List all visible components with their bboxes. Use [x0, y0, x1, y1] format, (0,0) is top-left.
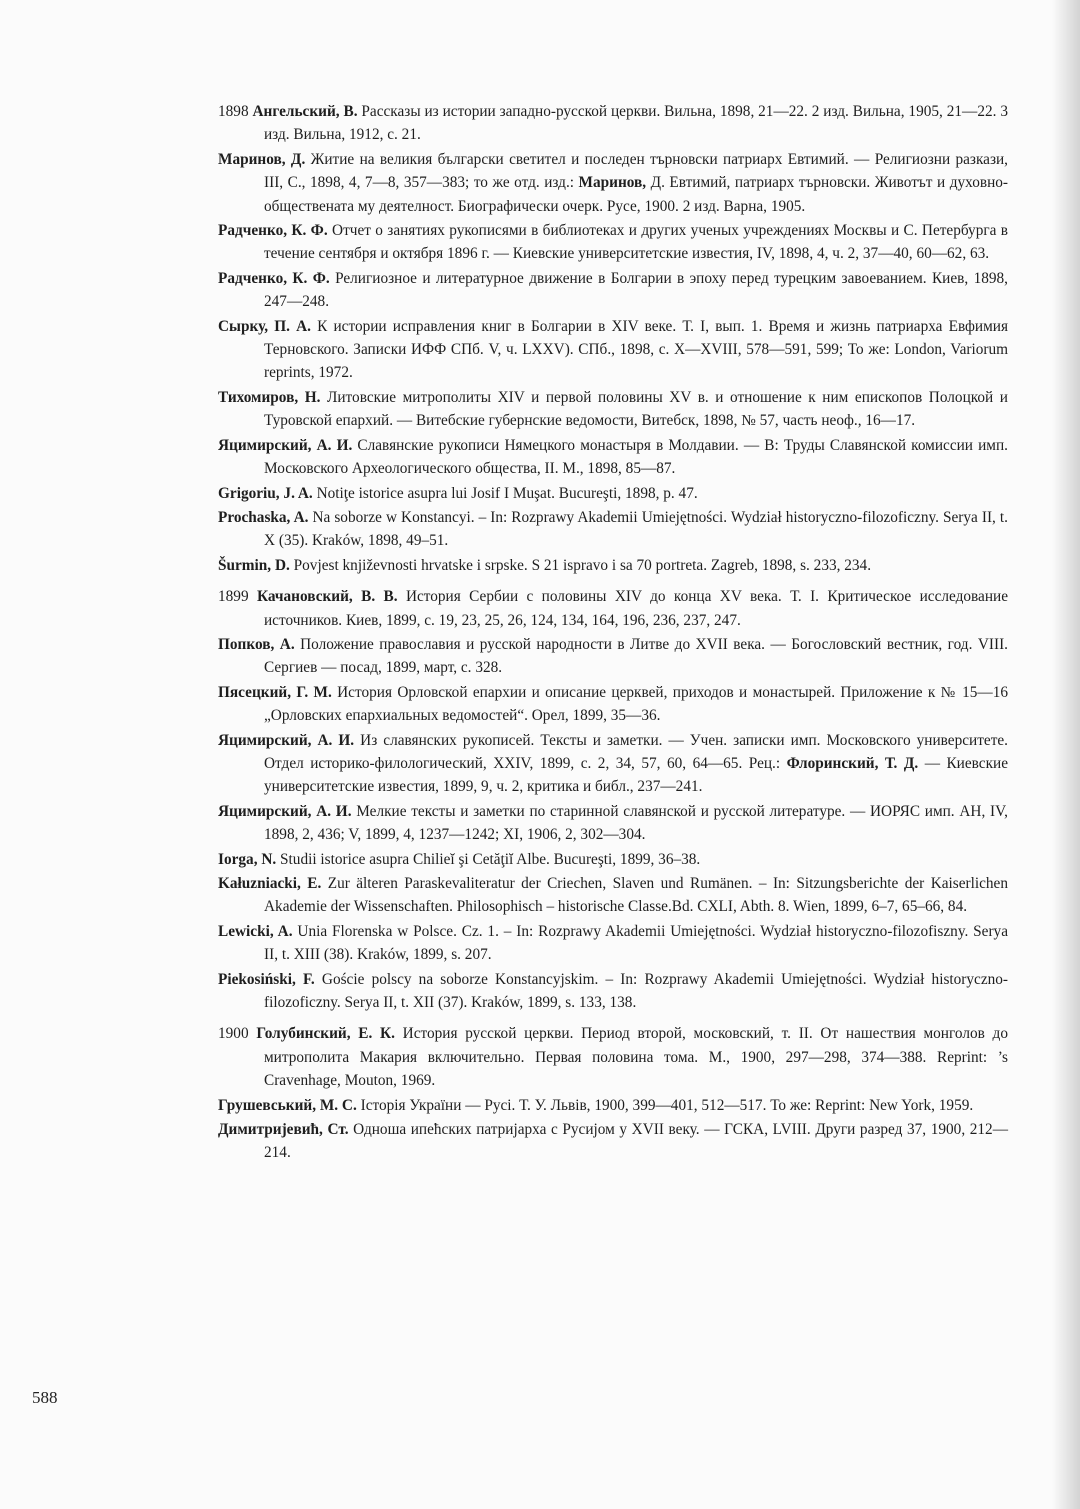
entry-author: Радченко, К. Ф. [218, 222, 328, 240]
entry-year: 1899 [218, 588, 249, 606]
bibliography-entry [218, 585, 1008, 632]
entry-author: Голубинский, Е. К. [256, 1025, 395, 1043]
entry-author: Kałuzniacki, E. [218, 875, 322, 892]
entry-year: 1900 [218, 1025, 249, 1043]
entry-text: Goście polscy na soborze Konstancyjskim. – In: Rozprawy Akademii Umiejętności. Wydział historyczno-filozoficzny. Serya II, t. XII (37). Kraków, 1899, s. 133, 138. [264, 970, 1009, 1012]
entry-text: Литовские митрополиты XIV и первой половины XV в. и отношение к ним епископов Полоцкой и Туровской епархий. — Витебские губернские ведомости, Витебск, 1898, № 57, часть неоф., 16—17. [264, 388, 1008, 430]
entry-author: Димитријевић, Ст. [218, 1121, 349, 1139]
bibliography-entry [218, 315, 1008, 385]
entry-text-continued: Д. Евтимий, патриарх търновски. Животът и духовно-обществената му деятелност. Биографически очерк. Русе, 1900. 2 изд. Варна, 1905. [264, 174, 1008, 215]
entry-text: Религиозное и литературное движение в Болгарии в эпоху перед турецким завоеванием. Киев, 1898, 247—248. [264, 269, 1008, 311]
page-spine-shadow [1052, 0, 1080, 1509]
entry-text: Отчет о занятиях рукописями в библиотеках и других ученых учреждениях Москвы и С. Петербурга в течение сентября и октября 1896 г. — Киевские университетские известия, IV, 1898, 4, ч. 2, 37—40, 60—62, 63. [264, 222, 1008, 263]
entry-text: Житие на великия български светител и последен търновски патриарх Евтимий. — Религиозни разкази, III, С., 1898, 4, 7—8, 357—383; то же отд. изд.: [264, 150, 1009, 192]
bibliography-list [218, 100, 1008, 1166]
entry-author: Яцимирский, А. И. [218, 436, 353, 454]
entry-text: Na soborze w Konstancyi. – In: Rozprawy Akademii Umiejętności. Wydział historyczno-filozoficzny. Serya II, t. X (35). Kraków, 1898, 49–51. [264, 508, 1008, 550]
entry-text: Славянские рукописи Нямецкого монастыря в Молдавии. — В: Труды Славянской комиссии имп. Московского Археологического общества, II. М., 1898, 85—87. [264, 436, 1008, 478]
entry-author: Тихомиров, Н. [218, 388, 321, 406]
entry-author: Пясецкий, Г. М. [218, 683, 332, 701]
entry-author: Piekosiński, F. [218, 970, 315, 988]
bibliography-entry [218, 219, 1008, 266]
entry-text: Zur älteren Paraskevaliteratur der Criechen, Slaven und Rumänen. – In: Sitzungsberichte der Kaiserlichen Akademie der Wissenschaften. Philosophisch – historische Classe.Bd. CXLI, Abth. 8. Wien, 1899, 6–7, 65–66, 84. [264, 875, 1008, 916]
entry-author: Сырку, П. А. [218, 317, 311, 335]
entry-author: Яцимирский, А. И. [218, 731, 355, 749]
entry-author: Грушевський, М. С. [218, 1096, 357, 1114]
bibliography-entry [218, 633, 1008, 680]
entry-author-secondary: Флоринский, Т. Д. [786, 754, 919, 772]
entry-text: Рассказы из истории западно-русской церкви. Вильна, 1898, 21—22. 2 изд. Вильна, 1905, 21—22. 3 изд. Вильна, 1912, с. 21. [264, 103, 1008, 144]
entry-text-continued: — Киевские университетские известия, 1899, 9, ч. 2, критика и библ., 237—241. [264, 754, 1008, 796]
bibliography-entry [218, 1022, 1008, 1092]
entry-text: История русской церкви. Период второй, московский, т. II. От нашествия монголов до митрополита Макария включительно. Первая половина тома. М., 1900, 297—298, 374—388. Reprint: ’s Cravenhage, Mouton, 1969. [264, 1025, 1008, 1090]
bibliography-entry [218, 434, 1008, 481]
entry-author-secondary: Маринов, [578, 174, 647, 192]
entry-text: История Сербии с половины XIV до конца XV века. Т. I. Критическое исследование источников. Киев, 1899, с. 19, 23, 25, 26, 124, 134, 164, 196, 236, 237, 247. [264, 588, 1008, 629]
entry-author: Радченко, К. Ф. [218, 269, 330, 287]
bibliography-entry [218, 267, 1008, 314]
entry-text: Одноша ипеħских патријарха с Русијом у XVII веку. — ГСКА, LVIII. Други разред 37, 1900, 212—214. [264, 1121, 1008, 1162]
entry-text: Положение православия и русской народности в Литве до XVII века. — Богословский вестник, год. VIII. Сергиев — посад, 1899, март, с. 328. [264, 635, 1008, 677]
entry-author: Маринов, Д. [218, 150, 306, 168]
entry-author: Попков, А. [218, 635, 295, 653]
bibliography-entry [218, 1118, 1008, 1165]
entry-text: Unia Florenska w Polsce. Cz. 1. – In: Rozprawy Akademii Umiejętności. Wydział historyczno-filozofiszny. Serya II, t. XIII (38). Kraków, 1899, s. 207. [264, 922, 1008, 964]
entry-author: Яцимирский, А. И. [218, 802, 352, 820]
entry-text: Історія України — Русі. Т. У. Львів, 1900, 399—401, 512—517. То же: Reprint: New York, 1959. [356, 1096, 974, 1114]
bibliography-entry [218, 506, 1008, 553]
entry-author: Iorga, N. [218, 850, 277, 868]
bibliography-entry [218, 800, 1008, 847]
entry-text: К истории исправления книг в Болгарии в XIV веке. Т. I, вып. 1. Время и жизнь патриарха Евфимия Терновского. Записки ИФФ СПб. V, ч. LXXV). СПб., 1898, с. X—XVIII, 578—591, 599; То же: London, Variorum reprints, 1972. [264, 317, 1008, 382]
bibliography-entry [218, 681, 1008, 728]
entry-year: 1898 [218, 103, 249, 120]
entry-text: История Орловской епархии и описание церквей, приходов и монастырей. Приложение к № 15—16 „Орловских епархиальных ведомостей“. Орел, 1899, 35—36. [264, 683, 1008, 725]
bibliography-entry [218, 386, 1008, 433]
bibliography-entry [218, 872, 1008, 919]
entry-text: Studii istorice asupra Chilieĭ şi Cetăţiĭ Albe. Bucureşti, 1899, 36–38. [276, 850, 701, 868]
bibliography-entry [218, 148, 1008, 218]
entry-author: Ангельский, В. [252, 103, 358, 120]
entry-text: Notiţe istorice asupra lui Josif I Muşat. Bucureşti, 1898, p. 47. [312, 484, 698, 502]
entry-author: Prochaska, A. [218, 508, 309, 526]
bibliography-entry [218, 1094, 1008, 1117]
entry-text: Из славянских рукописей. Тексты и заметки. — Учен. записки имп. Московского университете. Отдел историко-филологический, XXIV, 1899, с. 2, 34, 57, 60, 64—65. Рец.: [264, 731, 1008, 772]
page-number: 588 [32, 1388, 58, 1407]
bibliography-entry [218, 482, 1008, 505]
bibliography-entry [218, 729, 1008, 799]
entry-author: Grigoriu, J. A. [218, 484, 313, 502]
bibliography-entry [218, 554, 1008, 577]
entry-author: Качановский, В. В. [256, 588, 398, 606]
entry-author: Šurmin, D. [218, 556, 290, 574]
bibliography-entry [218, 100, 1008, 147]
entry-text: Povjest književnosti hrvatske i srpske. S 21 ispravo i sa 70 portreta. Zagreb, 1898, s. 233, 234. [289, 556, 872, 574]
bibliography-entry [218, 968, 1008, 1015]
bibliography-entry [218, 920, 1008, 967]
entry-text: Мелкие тексты и заметки по старинной славянской и русской литературе. — ИОРЯС имп. АН, IV, 1898, 2, 436; V, 1899, 4, 1237—1242; XI, 1906, 2, 302—304. [264, 802, 1009, 844]
entry-author: Lewicki, A. [218, 922, 293, 940]
bibliography-entry [218, 848, 1008, 871]
